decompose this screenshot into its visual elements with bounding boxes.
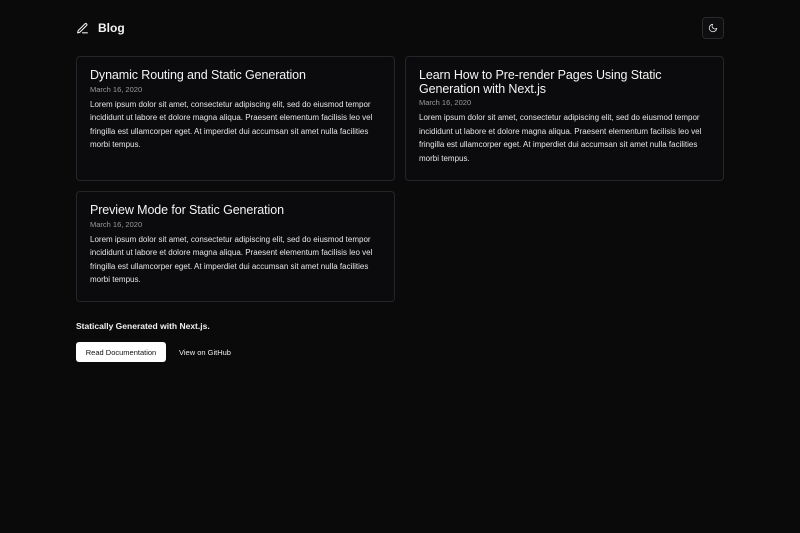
post-excerpt: Lorem ipsum dolor sit amet, consectetur adipiscing elit, sed do eiusmod tempor incididunt ut labore et dolore magna aliqua. Praesent elementum facilisis leo vel fringilla est ullamcorper eget. At imperdiet dui accumsan sit amet nulla facilities morbi tempus. [90, 234, 373, 285]
view-on-github-link[interactable]: View on GitHub [179, 347, 231, 357]
moon-icon [708, 23, 718, 33]
pencil-icon [76, 22, 89, 35]
footer-tagline: Statically Generated with Next.js. [76, 321, 210, 331]
site-title: Blog [98, 21, 125, 35]
post-date: March 16, 2020 [90, 219, 143, 229]
post-card[interactable] [405, 56, 724, 181]
post-card[interactable] [76, 56, 395, 181]
post-date: March 16, 2020 [419, 98, 472, 107]
read-documentation-button[interactable]: Read Documentation [76, 342, 166, 362]
post-title: Learn How to Pre-render Pages Using Static Generation with Next.js [419, 68, 662, 96]
post-excerpt: Lorem ipsum dolor sit amet, consectetur adipiscing elit, sed do eiusmod tempor incididunt ut labore et dolore magna aliqua. Praesent elementum facilisis leo vel fringilla est ullamcorper eget. At imperdiet dui accumsan sit amet nulla facilities morbi tempus. [90, 99, 373, 150]
post-excerpt: Lorem ipsum dolor sit amet, consectetur adipiscing elit, sed do eiusmod tempor incididunt ut labore et dolore magna aliqua. Praesent elementum facilisis leo vel fringilla est ullamcorper eget. At imperdiet dui accumsan sit amet nulla facilities morbi tempus. [419, 113, 702, 163]
post-date: March 16, 2020 [90, 84, 143, 94]
site-header [76, 17, 724, 39]
post-title: Preview Mode for Static Generation [90, 203, 284, 217]
post-card[interactable] [76, 191, 395, 302]
theme-toggle-button[interactable] [702, 17, 724, 39]
home-link[interactable] [76, 21, 125, 35]
post-title: Dynamic Routing and Static Generation [90, 68, 306, 82]
